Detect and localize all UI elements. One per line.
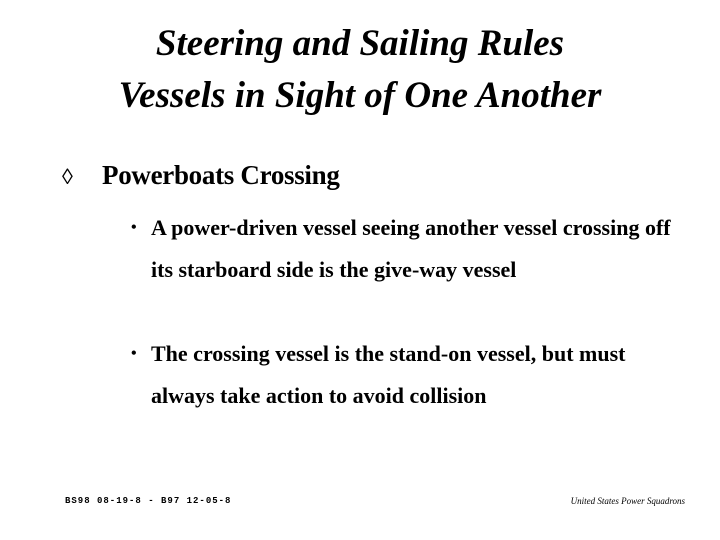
bullet-dot-icon: • (131, 219, 137, 236)
bullet-dot-icon: • (131, 345, 137, 362)
bullet-item-1 (131, 207, 671, 291)
title-line-2: Vessels in Sight of One Another (118, 75, 602, 116)
bullet-item-2 (131, 333, 671, 417)
bullet-text-1: A power-driven vessel seeing another vessel crossing off its starboard side is the give-way vessel (151, 215, 671, 282)
bullet-text-2: The crossing vessel is the stand-on vessel, but must always take action to avoid collision (151, 341, 626, 408)
footer-organization: United States Power Squadrons (570, 496, 685, 506)
slide-title (0, 18, 720, 122)
title-line-1: Steering and Sailing Rules (155, 23, 565, 64)
diamond-bullet-icon: ◊ (62, 164, 73, 189)
topic-heading-text: Powerboats Crossing (102, 160, 340, 190)
footer-doc-code: BS98 08-19-8 - B97 12-05-8 (65, 496, 232, 506)
topic-heading (62, 155, 340, 197)
